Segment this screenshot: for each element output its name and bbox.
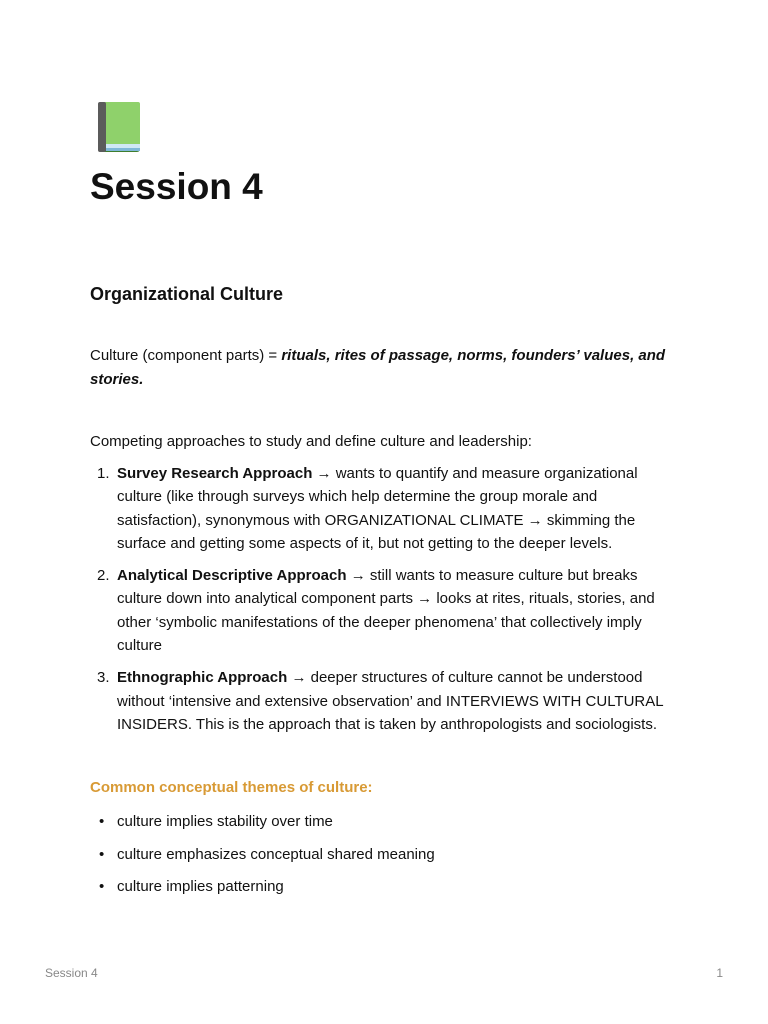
approach-item-survey (90, 462, 680, 555)
theme-text: culture implies patterning (117, 878, 284, 895)
list-item (90, 875, 435, 898)
bullet-icon: • (99, 845, 105, 863)
approach-name: Ethnographic Approach (117, 669, 288, 687)
approach-description: → still wants to measure culture but breaks culture down into analytical component parts → looks at rites, rituals, stories, and other ‘symbolic manifestations of the deeper phenomena’ that collectively imply culture (117, 567, 655, 655)
footer-title: Session 4 (45, 966, 98, 980)
list-number: 3. (97, 669, 110, 687)
footer-page-number: 1 (716, 966, 723, 980)
list-number: 1. (97, 465, 110, 482)
approaches-intro: Competing approaches to study and define culture and leadership: (90, 433, 532, 450)
list-number: 2. (97, 567, 110, 585)
bullet-icon: • (99, 878, 105, 895)
section-heading: Organizational Culture (90, 284, 284, 304)
approach-name: Survey Research Approach (117, 465, 313, 482)
theme-list (90, 810, 435, 908)
culture-definition-prefix: Culture (component parts) = (90, 347, 282, 364)
approach-list (90, 462, 680, 745)
culture-definition (90, 344, 690, 391)
page-title: Session 4 (90, 166, 263, 207)
theme-text: culture emphasizes conceptual shared meaning (117, 845, 435, 863)
approach-item-ethnographic (90, 666, 680, 736)
culture-definition-emphasis: rituals, rites of passage, norms, founders’ values, and stories. (90, 347, 666, 388)
themes-heading: Common conceptual themes of culture: (90, 779, 373, 796)
approach-description: → wants to quantify and measure organizational culture (like through surveys which help determine the group morale and satisfaction), synonymous with ORGANIZATIONAL CLIMATE → skimming the surface and getting some aspects of it, but not getting to the deeper levels. (117, 465, 638, 552)
approach-name: Analytical Descriptive Approach (117, 567, 347, 585)
bullet-icon: • (99, 813, 105, 830)
theme-text: culture implies stability over time (117, 813, 333, 830)
approach-item-analytical (90, 564, 680, 657)
list-item (90, 843, 435, 866)
approach-description: → deeper structures of culture cannot be understood without ‘intensive and extensive observation’ and INTERVIEWS WITH CULTURAL INSIDERS. This is the approach that is taken by anthropologists and sociologists. (117, 669, 664, 733)
green-book-icon (96, 100, 142, 154)
list-item (90, 810, 435, 833)
